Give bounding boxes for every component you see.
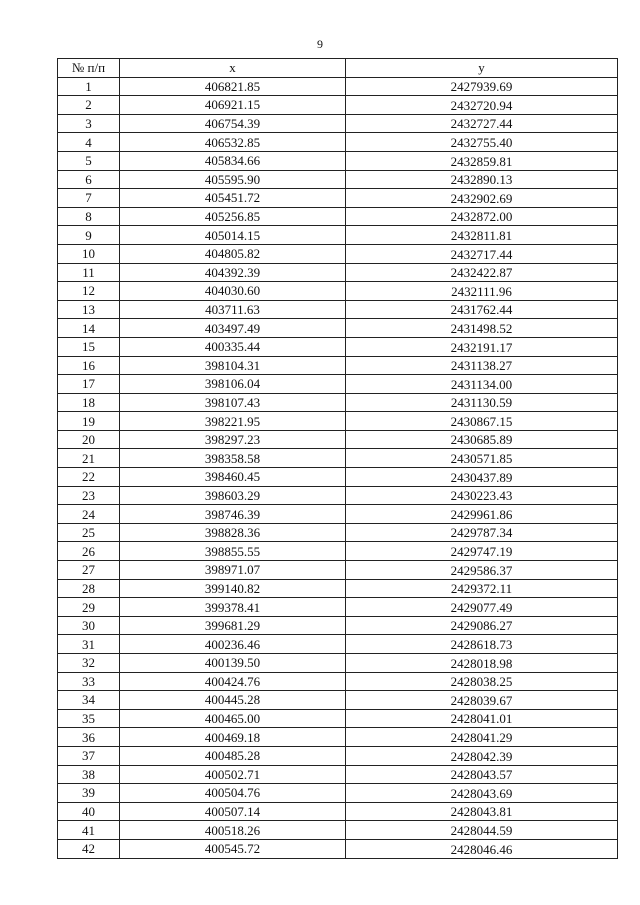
row-number: 21	[58, 449, 120, 468]
row-number: 2	[58, 96, 120, 115]
row-x: 399681.29	[120, 616, 346, 635]
table-row	[58, 151, 618, 170]
row-y: 2428038.25	[346, 672, 618, 691]
row-x: 400445.28	[120, 691, 346, 710]
table-row	[58, 468, 618, 487]
row-y: 2430571.85	[346, 449, 618, 468]
table-row	[58, 207, 618, 226]
table-row	[58, 486, 618, 505]
header-x: x	[120, 59, 346, 78]
row-number: 42	[58, 839, 120, 858]
table-row	[58, 114, 618, 133]
row-y: 2431498.52	[346, 319, 618, 338]
table-row	[58, 449, 618, 468]
table-row	[58, 505, 618, 524]
table-row	[58, 319, 618, 338]
row-y: 2431134.00	[346, 375, 618, 394]
row-x: 405451.72	[120, 189, 346, 208]
row-number: 30	[58, 616, 120, 635]
row-x: 399140.82	[120, 579, 346, 598]
row-number: 10	[58, 244, 120, 263]
row-x: 398460.45	[120, 468, 346, 487]
table-row	[58, 802, 618, 821]
row-x: 398746.39	[120, 505, 346, 524]
table-row	[58, 430, 618, 449]
row-y: 2429077.49	[346, 598, 618, 617]
header-number: № п/п	[58, 59, 120, 78]
row-number: 35	[58, 709, 120, 728]
row-number: 22	[58, 468, 120, 487]
row-y: 2428046.46	[346, 839, 618, 858]
row-y: 2432859.81	[346, 151, 618, 170]
table-row	[58, 226, 618, 245]
header-y: y	[346, 59, 618, 78]
row-x: 404030.60	[120, 282, 346, 301]
row-number: 15	[58, 337, 120, 356]
table-row	[58, 598, 618, 617]
row-x: 398107.43	[120, 393, 346, 412]
table-row	[58, 691, 618, 710]
row-x: 403497.49	[120, 319, 346, 338]
row-number: 4	[58, 133, 120, 152]
row-number: 37	[58, 746, 120, 765]
row-x: 400507.14	[120, 802, 346, 821]
table-body	[58, 77, 618, 858]
table-row	[58, 579, 618, 598]
row-number: 41	[58, 821, 120, 840]
row-y: 2428042.39	[346, 746, 618, 765]
table-row	[58, 337, 618, 356]
table-row	[58, 635, 618, 654]
row-x: 398104.31	[120, 356, 346, 375]
row-x: 406754.39	[120, 114, 346, 133]
row-y: 2429086.27	[346, 616, 618, 635]
table-row	[58, 542, 618, 561]
row-x: 403711.63	[120, 300, 346, 319]
table-row	[58, 561, 618, 580]
row-number: 39	[58, 784, 120, 803]
table-row	[58, 244, 618, 263]
row-number: 36	[58, 728, 120, 747]
row-x: 398358.58	[120, 449, 346, 468]
row-y: 2429787.34	[346, 523, 618, 542]
row-y: 2428043.81	[346, 802, 618, 821]
row-x: 399378.41	[120, 598, 346, 617]
table-row	[58, 654, 618, 673]
row-x: 400545.72	[120, 839, 346, 858]
row-y: 2429372.11	[346, 579, 618, 598]
row-number: 8	[58, 207, 120, 226]
row-y: 2430867.15	[346, 412, 618, 431]
row-y: 2428039.67	[346, 691, 618, 710]
row-x: 406921.15	[120, 96, 346, 115]
table-row	[58, 784, 618, 803]
row-y: 2431138.27	[346, 356, 618, 375]
row-y: 2428018.98	[346, 654, 618, 673]
table-row	[58, 839, 618, 858]
row-x: 398106.04	[120, 375, 346, 394]
row-number: 23	[58, 486, 120, 505]
row-number: 7	[58, 189, 120, 208]
row-number: 32	[58, 654, 120, 673]
row-y: 2432422.87	[346, 263, 618, 282]
table-row	[58, 728, 618, 747]
row-x: 405256.85	[120, 207, 346, 226]
row-number: 19	[58, 412, 120, 431]
row-number: 38	[58, 765, 120, 784]
row-y: 2431762.44	[346, 300, 618, 319]
coordinates-table	[57, 58, 618, 859]
row-x: 400424.76	[120, 672, 346, 691]
row-x: 400518.26	[120, 821, 346, 840]
row-x: 405595.90	[120, 170, 346, 189]
row-number: 13	[58, 300, 120, 319]
row-y: 2430223.43	[346, 486, 618, 505]
table-row	[58, 765, 618, 784]
table-row	[58, 375, 618, 394]
row-x: 398855.55	[120, 542, 346, 561]
row-y: 2428044.59	[346, 821, 618, 840]
row-x: 400502.71	[120, 765, 346, 784]
row-y: 2432717.44	[346, 244, 618, 263]
row-y: 2432720.94	[346, 96, 618, 115]
row-y: 2427939.69	[346, 77, 618, 96]
row-x: 398603.29	[120, 486, 346, 505]
table-row	[58, 356, 618, 375]
page-number: 9	[317, 37, 323, 51]
row-y: 2428041.29	[346, 728, 618, 747]
table-row	[58, 393, 618, 412]
row-number: 12	[58, 282, 120, 301]
row-y: 2432902.69	[346, 189, 618, 208]
row-y: 2432890.13	[346, 170, 618, 189]
row-x: 404805.82	[120, 244, 346, 263]
table-row	[58, 170, 618, 189]
row-number: 29	[58, 598, 120, 617]
row-y: 2429586.37	[346, 561, 618, 580]
row-x: 400485.28	[120, 746, 346, 765]
row-x: 398828.36	[120, 523, 346, 542]
table-row	[58, 821, 618, 840]
table-row	[58, 189, 618, 208]
table-row	[58, 746, 618, 765]
table-header-row	[58, 59, 618, 78]
row-x: 406821.85	[120, 77, 346, 96]
row-y: 2429747.19	[346, 542, 618, 561]
row-y: 2428043.57	[346, 765, 618, 784]
row-y: 2430437.89	[346, 468, 618, 487]
row-y: 2432191.17	[346, 337, 618, 356]
row-x: 400504.76	[120, 784, 346, 803]
row-x: 400335.44	[120, 337, 346, 356]
row-number: 17	[58, 375, 120, 394]
row-number: 25	[58, 523, 120, 542]
row-number: 3	[58, 114, 120, 133]
row-number: 28	[58, 579, 120, 598]
row-x: 400139.50	[120, 654, 346, 673]
row-x: 400236.46	[120, 635, 346, 654]
row-y: 2432111.96	[346, 282, 618, 301]
table-row	[58, 96, 618, 115]
row-number: 27	[58, 561, 120, 580]
row-number: 26	[58, 542, 120, 561]
row-y: 2428041.01	[346, 709, 618, 728]
row-number: 34	[58, 691, 120, 710]
table-row	[58, 709, 618, 728]
row-number: 18	[58, 393, 120, 412]
table-row	[58, 77, 618, 96]
row-y: 2432727.44	[346, 114, 618, 133]
row-number: 5	[58, 151, 120, 170]
row-number: 31	[58, 635, 120, 654]
row-y: 2429961.86	[346, 505, 618, 524]
row-number: 9	[58, 226, 120, 245]
row-number: 24	[58, 505, 120, 524]
table-row	[58, 133, 618, 152]
row-number: 40	[58, 802, 120, 821]
row-y: 2431130.59	[346, 393, 618, 412]
row-number: 33	[58, 672, 120, 691]
row-x: 405014.15	[120, 226, 346, 245]
row-y: 2432872.00	[346, 207, 618, 226]
table-row	[58, 282, 618, 301]
table-row	[58, 523, 618, 542]
row-y: 2432755.40	[346, 133, 618, 152]
row-y: 2430685.89	[346, 430, 618, 449]
table-row	[58, 672, 618, 691]
row-number: 14	[58, 319, 120, 338]
row-x: 406532.85	[120, 133, 346, 152]
row-number: 1	[58, 77, 120, 96]
row-x: 398297.23	[120, 430, 346, 449]
row-number: 11	[58, 263, 120, 282]
row-x: 398221.95	[120, 412, 346, 431]
row-y: 2428043.69	[346, 784, 618, 803]
row-x: 404392.39	[120, 263, 346, 282]
row-y: 2432811.81	[346, 226, 618, 245]
row-x: 398971.07	[120, 561, 346, 580]
table-row	[58, 300, 618, 319]
table-row	[58, 412, 618, 431]
row-x: 405834.66	[120, 151, 346, 170]
row-number: 16	[58, 356, 120, 375]
table-row	[58, 616, 618, 635]
table-row	[58, 263, 618, 282]
row-y: 2428618.73	[346, 635, 618, 654]
row-x: 400469.18	[120, 728, 346, 747]
row-number: 6	[58, 170, 120, 189]
row-x: 400465.00	[120, 709, 346, 728]
row-number: 20	[58, 430, 120, 449]
